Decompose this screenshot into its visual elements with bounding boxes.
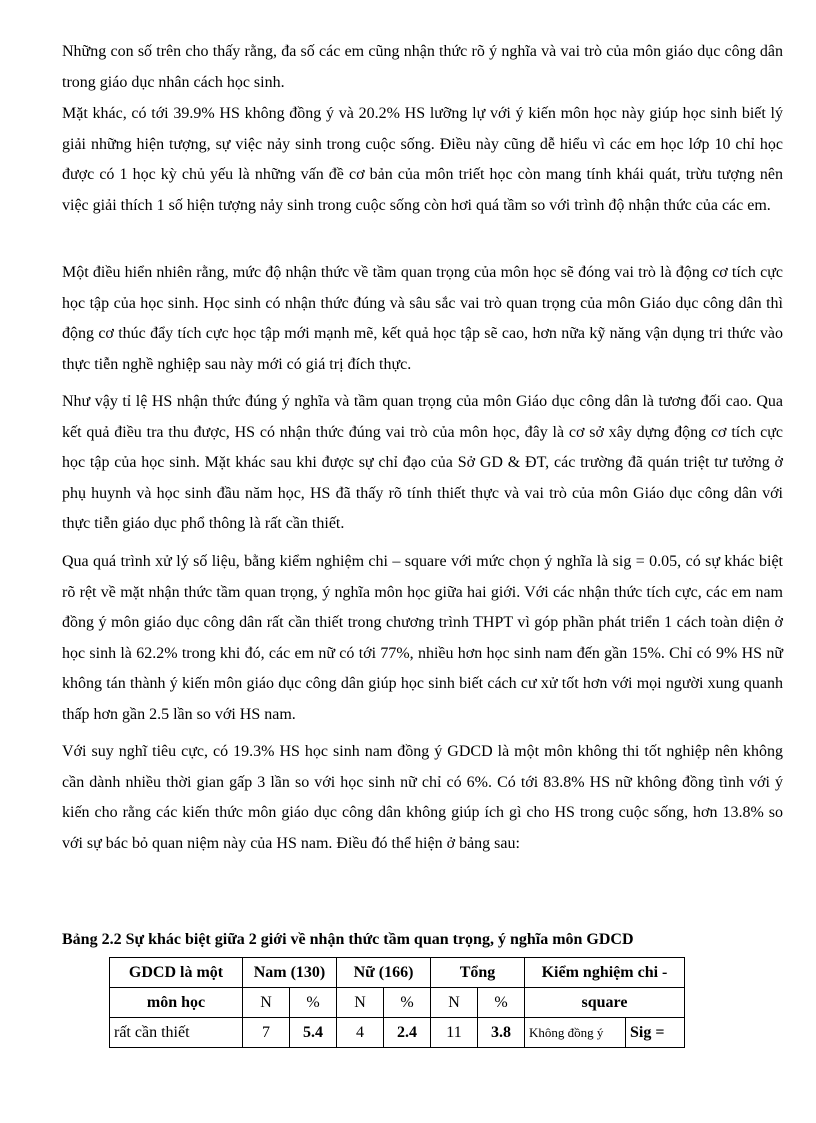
header-col1-bottom: môn học bbox=[110, 988, 243, 1018]
paragraph-6-text: Với suy nghĩ tiêu cực, có 19.3% HS học sinh nam đồng ý GDCD là một môn không thi tốt nghiệp nên không cần dành nhiều thời gian gấp 3 lần so với học sinh nữ chỉ có 6%. Có tới 83.8% HS nữ không đồng tình với ý kiến cho rằng các kiến thức môn giáo dục công dân không giúp ích gì cho HS trong cuộc sống, hơn 13.8% so với sự bác bỏ quan niệm này của HS nam. Điều đó thể hiện ở bảng sau: bbox=[62, 743, 783, 852]
row-kiem: Không đồng ý bbox=[525, 1018, 626, 1048]
paragraph-2 bbox=[62, 99, 783, 221]
header-tong-pct: % bbox=[478, 988, 525, 1018]
header-tong: Tổng bbox=[431, 958, 525, 988]
paragraph-4-text: Như vậy tỉ lệ HS nhận thức đúng ý nghĩa và tầm quan trọng của môn Giáo dục công dân là tương đối cao. Qua kết quả điều tra thu được, HS có nhận thức đúng vai trò của môn học, đây là cơ sở xây dựng động cơ tích cực học tập của học sinh. Mặt khác sau khi được sự chỉ đạo của Sở GD & ĐT, các trường đã quán triệt tư tưởng ở phụ huynh và học sinh đầu năm học, HS đã thấy rõ tính thiết thực và vai trò của môn Giáo dục công dân với thực tiễn giáo dục phổ thông là rất cần thiết. bbox=[62, 393, 783, 532]
row-nu-pct: 2.4 bbox=[384, 1018, 431, 1048]
paragraph-6 bbox=[62, 737, 783, 859]
paragraph-5 bbox=[62, 547, 783, 730]
paragraph-2-text: Mặt khác, có tới 39.9% HS không đồng ý và 20.2% HS lưỡng lự với ý kiến môn học này giúp học sinh biết lý giải những hiện tượng, sự việc nảy sinh trong cuộc sống. Điều này cũng dễ hiểu vì các em học lớp 10 chỉ học được có 1 học kỳ chủ yếu là những vấn đề cơ bản của môn triết học còn mang tính khái quát, trừu tượng nên việc giải thích 1 số hiện tượng nảy sinh trong cuộc sống còn hơi quá tầm so với trình độ nhận thức của các em. bbox=[62, 105, 783, 214]
gender-comparison-table bbox=[109, 957, 685, 1048]
table-header-row-2 bbox=[110, 988, 685, 1018]
header-nu: Nữ (166) bbox=[337, 958, 431, 988]
row-tong-pct: 3.8 bbox=[478, 1018, 525, 1048]
header-tong-n: N bbox=[431, 988, 478, 1018]
paragraph-3 bbox=[62, 258, 783, 380]
table-caption: Bảng 2.2 Sự khác biệt giữa 2 giới về nhận thức tầm quan trọng, ý nghĩa môn GDCD bbox=[62, 931, 634, 948]
header-col1-top: GDCD là một bbox=[110, 958, 243, 988]
paragraph-4 bbox=[62, 387, 783, 540]
header-nam-n: N bbox=[243, 988, 290, 1018]
paragraph-3-text: Một điều hiển nhiên rằng, mức độ nhận thức về tầm quan trọng của môn học sẽ đóng vai trò là động cơ tích cực học tập của học sinh. Học sinh có nhận thức đúng và sâu sắc vai trò quan trọng của môn Giáo dục công dân thì động cơ thúc đẩy tích cực học tập mới mạnh mẽ, kết quả học tập sẽ cao, hơn nữa kỹ năng vận dụng tri thức vào thực tiễn nghề nghiệp sau này mới có giá trị đích thực. bbox=[62, 264, 783, 373]
paragraph-1 bbox=[62, 37, 783, 98]
header-nu-n: N bbox=[337, 988, 384, 1018]
row-sig: Sig = bbox=[626, 1018, 685, 1048]
header-kiem-bottom: square bbox=[525, 988, 685, 1018]
row-nam-pct: 5.4 bbox=[290, 1018, 337, 1048]
header-nam-pct: % bbox=[290, 988, 337, 1018]
header-nu-pct: % bbox=[384, 988, 431, 1018]
header-kiem-top: Kiểm nghiệm chi - bbox=[525, 958, 685, 988]
row-tong-n: 11 bbox=[431, 1018, 478, 1048]
paragraph-1-text: Những con số trên cho thấy rằng, đa số các em cũng nhận thức rõ ý nghĩa và vai trò của môn giáo dục công dân trong giáo dục nhân cách học sinh. bbox=[62, 43, 783, 91]
row-nu-n: 4 bbox=[337, 1018, 384, 1048]
header-nam: Nam (130) bbox=[243, 958, 337, 988]
table-row bbox=[110, 1018, 685, 1048]
table-header-row-1 bbox=[110, 958, 685, 988]
paragraph-5-text: Qua quá trình xử lý số liệu, bằng kiểm nghiệm chi – square với mức chọn ý nghĩa là sig = 0.05, có sự khác biệt rõ rệt về mặt nhận thức tầm quan trọng, ý nghĩa môn học giữa hai giới. Với các nhận thức tích cực, các em nam đồng ý môn giáo dục công dân rất cần thiết trong chương trình THPT vì góp phần phát triển 1 cách toàn diện ở học sinh là 62.2% trong khi đó, các em nữ có tới 77%, nhiều hơn học sinh nam đến gần 15%. Chỉ có 9% HS nữ không tán thành ý kiến môn giáo dục công dân giúp học sinh biết cách cư xử tốt hơn với mọi người xung quanh thấp hơn gần 2.5 lần so với HS nam. bbox=[62, 553, 783, 723]
row-nam-n: 7 bbox=[243, 1018, 290, 1048]
row-label: rất cần thiết bbox=[110, 1018, 243, 1048]
